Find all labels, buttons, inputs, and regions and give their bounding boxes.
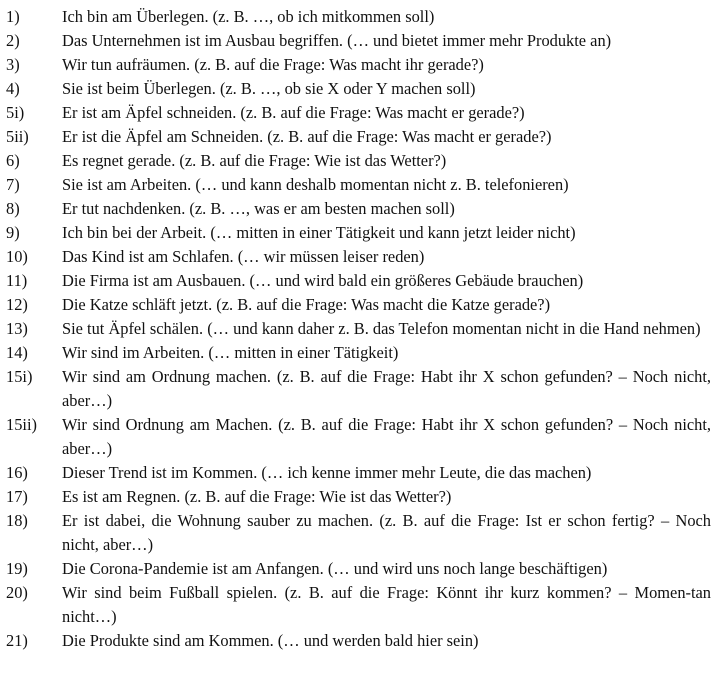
example-number: 6) — [6, 151, 20, 170]
example-text: Das Kind ist am Schlafen. (… wir müssen leiser reden) — [62, 247, 425, 266]
example-text: Das Unternehmen ist im Ausbau begriffen. (… und bietet immer mehr Produkte an) — [62, 31, 612, 50]
example-item — [6, 413, 711, 461]
example-number: 9) — [6, 223, 20, 242]
example-item — [6, 485, 711, 509]
example-item — [6, 77, 711, 101]
example-text: Wir sind im Arbeiten. (… mitten in einer Tätigkeit) — [62, 343, 399, 362]
example-text: Wir sind am Ordnung machen. (z. B. auf die Frage: Habt ihr X schon gefunden? – Noch nicht, aber…) — [62, 367, 711, 410]
example-text: Er ist die Äpfel am Schneiden. (z. B. auf die Frage: Was macht er gerade?) — [62, 127, 552, 146]
example-number: 14) — [6, 343, 28, 362]
example-text: Er ist am Äpfel schneiden. (z. B. auf die Frage: Was macht er gerade?) — [62, 103, 525, 122]
example-item — [6, 317, 711, 341]
example-text: Ich bin am Überlegen. (z. B. …, ob ich mitkommen soll) — [62, 7, 435, 26]
example-text: Er tut nachdenken. (z. B. …, was er am besten machen soll) — [62, 199, 455, 218]
example-text: Er ist dabei, die Wohnung sauber zu machen. (z. B. auf die Frage: Ist er schon fertig? – Noch nicht, aber…) — [62, 511, 711, 554]
example-item — [6, 197, 711, 221]
example-number: 11) — [6, 271, 28, 290]
example-item — [6, 101, 711, 125]
example-number: 8) — [6, 199, 20, 218]
example-number: 15i) — [6, 367, 33, 386]
example-text: Die Firma ist am Ausbauen. (… und wird bald ein größeres Gebäude brauchen) — [62, 271, 584, 290]
example-text: Wir sind Ordnung am Machen. (z. B. auf die Frage: Habt ihr X schon gefunden? – Noch nicht, aber…) — [62, 415, 711, 458]
example-number: 3) — [6, 55, 20, 74]
example-text: Sie ist beim Überlegen. (z. B. …, ob sie X oder Y machen soll) — [62, 79, 476, 98]
example-item — [6, 149, 711, 173]
example-item — [6, 53, 711, 77]
example-number: 2) — [6, 31, 20, 50]
example-number: 1) — [6, 7, 20, 26]
example-text: Es ist am Regnen. (z. B. auf die Frage: Wie ist das Wetter?) — [62, 487, 452, 506]
example-item — [6, 269, 711, 293]
example-number: 7) — [6, 175, 20, 194]
example-item — [6, 125, 711, 149]
example-text: Die Corona-Pandemie ist am Anfangen. (… und wird uns noch lange beschäftigen) — [62, 559, 608, 578]
example-item — [6, 365, 711, 413]
example-item — [6, 293, 711, 317]
example-text: Wir tun aufräumen. (z. B. auf die Frage: Was macht ihr gerade?) — [62, 55, 484, 74]
example-item — [6, 5, 711, 29]
example-item — [6, 629, 711, 653]
example-number: 5ii) — [6, 127, 29, 146]
example-item — [6, 173, 711, 197]
example-number: 20) — [6, 583, 28, 602]
example-number: 15ii) — [6, 415, 37, 434]
example-number: 21) — [6, 631, 28, 650]
example-number: 16) — [6, 463, 28, 482]
example-item — [6, 509, 711, 557]
example-item — [6, 29, 711, 53]
example-text: Es regnet gerade. (z. B. auf die Frage: Wie ist das Wetter?) — [62, 151, 447, 170]
example-number: 10) — [6, 247, 28, 266]
example-list — [6, 5, 711, 653]
example-number: 18) — [6, 511, 28, 530]
example-number: 5i) — [6, 103, 25, 122]
example-item — [6, 461, 711, 485]
example-text: Ich bin bei der Arbeit. (… mitten in einer Tätigkeit und kann jetzt leider nicht) — [62, 223, 576, 242]
example-number: 13) — [6, 319, 28, 338]
example-number: 12) — [6, 295, 28, 314]
example-item — [6, 341, 711, 365]
example-text: Sie ist am Arbeiten. (… und kann deshalb momentan nicht z. B. telefonieren) — [62, 175, 569, 194]
example-text: Sie tut Äpfel schälen. (… und kann daher z. B. das Telefon momentan nicht in die Hand nehmen) — [62, 319, 701, 338]
example-item — [6, 557, 711, 581]
example-number: 19) — [6, 559, 28, 578]
example-number: 17) — [6, 487, 28, 506]
example-item — [6, 221, 711, 245]
example-text: Wir sind beim Fußball spielen. (z. B. auf die Frage: Könnt ihr kurz kommen? – Momen-tan nicht…) — [62, 583, 711, 626]
example-number: 4) — [6, 79, 20, 98]
example-text: Die Produkte sind am Kommen. (… und werden bald hier sein) — [62, 631, 479, 650]
example-item — [6, 581, 711, 629]
example-text: Dieser Trend ist im Kommen. (… ich kenne immer mehr Leute, die das machen) — [62, 463, 592, 482]
example-item — [6, 245, 711, 269]
example-text: Die Katze schläft jetzt. (z. B. auf die Frage: Was macht die Katze gerade?) — [62, 295, 551, 314]
